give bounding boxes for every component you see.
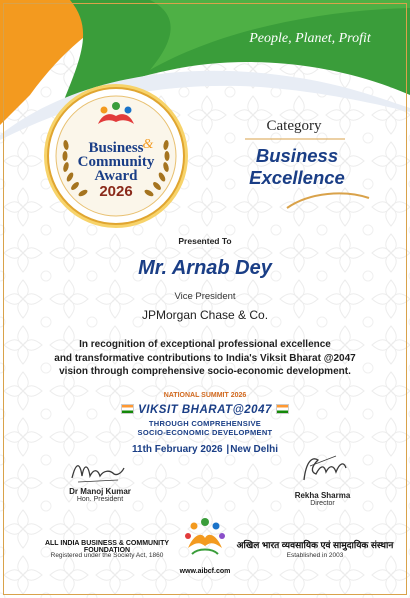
event-city: New Delhi — [230, 444, 278, 455]
recipient-name: Mr. Arnab Dey — [138, 257, 272, 279]
signatory-role: Hon. President — [76, 496, 124, 503]
signature-rekha-sharma — [300, 452, 350, 486]
event-date: 11th February 2026 — [132, 444, 223, 455]
india-flag-icon — [121, 404, 134, 414]
foundation-logo — [182, 512, 228, 562]
citation-line: vision through comprehensive socio-economic development. — [59, 366, 351, 377]
foundation-registration: Registered under the Society Act, 1860 — [50, 552, 164, 559]
india-flag-icon — [276, 404, 289, 414]
category-value-line2: Excellence — [249, 167, 345, 188]
summit-subtitle — [0, 420, 410, 437]
foundation-name-hindi: अखिल भारत व्यवसायिक एवं सामुदायिक संस्थान — [236, 540, 394, 550]
date-separator: | — [226, 444, 230, 455]
signatory-name: Rekha Sharma — [294, 491, 351, 500]
summit-subtitle-line1: THROUGH COMPREHENSIVE — [148, 419, 262, 428]
signatory-left — [55, 487, 145, 503]
category-underline — [245, 137, 345, 141]
summit-title — [0, 404, 410, 416]
category-value-line1: Business — [255, 145, 339, 166]
recipient-title: Vice President — [174, 291, 236, 302]
foundation-name-english: ALL INDIA BUSINESS & COMMUNITY FOUNDATION — [44, 540, 170, 554]
badge-line2: Community — [77, 154, 155, 170]
citation-line: In recognition of exceptional professional excellence — [79, 339, 331, 350]
category-value — [222, 145, 372, 189]
tagline: People, Planet, Profit — [249, 31, 371, 46]
award-badge — [42, 82, 190, 230]
foundation-established: Established in 2003 — [286, 552, 344, 559]
signatory-role: Director — [310, 500, 335, 507]
badge-ampersand: & — [142, 137, 154, 152]
website-link[interactable]: www.aibcf.com — [179, 568, 231, 575]
presented-to: Presented To — [178, 236, 232, 246]
category-swirl — [285, 190, 371, 212]
signatory-right — [275, 491, 370, 507]
citation-line: and transformative contributions to India's Viksit Bharat @2047 — [54, 352, 356, 364]
summit-title-text: VIKSIT BHARAT@2047 — [138, 404, 272, 416]
summit-subtitle-line2: SOCIO-ECONOMIC DEVELOPMENT — [137, 427, 273, 437]
category-label: Category — [266, 118, 322, 134]
recipient-company: JPMorgan Chase & Co. — [141, 308, 269, 322]
summit-heading: NATIONAL SUMMIT 2026 — [163, 392, 247, 399]
badge-line3: Award — [94, 168, 138, 184]
citation — [40, 338, 370, 379]
signatory-name: Dr Manoj Kumar — [69, 487, 131, 496]
badge-year: 2026 — [99, 183, 133, 200]
badge-line1: Business — [88, 140, 144, 156]
signature-manoj-kumar — [68, 458, 128, 486]
